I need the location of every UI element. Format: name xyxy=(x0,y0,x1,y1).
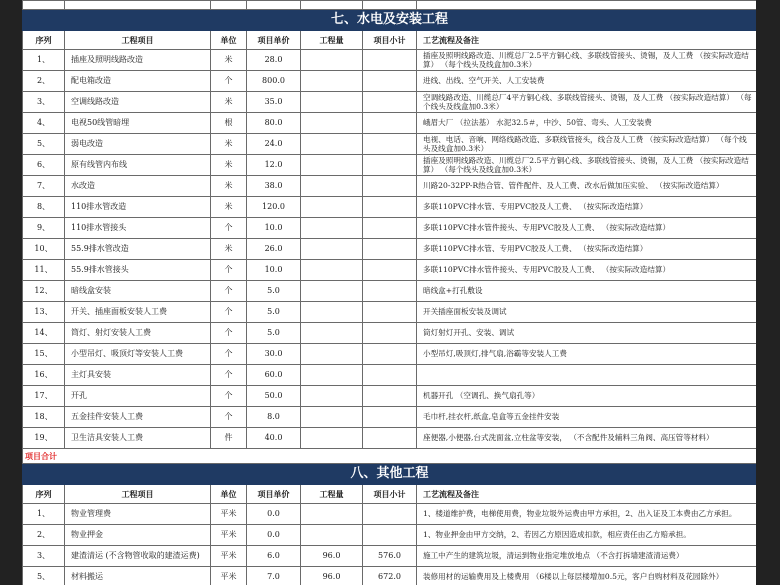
table-cell: 96.0 xyxy=(301,546,363,567)
left-border xyxy=(0,0,22,585)
table-cell: 50.0 xyxy=(247,386,301,407)
table-cell xyxy=(301,323,363,344)
table-cell xyxy=(301,504,363,525)
table-cell xyxy=(363,407,417,428)
table-cell xyxy=(363,525,417,546)
table-cell: 米 xyxy=(211,197,247,218)
table-cell xyxy=(363,50,417,71)
table-row xyxy=(23,428,757,449)
table-cell: 2、 xyxy=(23,525,65,546)
table-cell: 40.0 xyxy=(247,428,301,449)
table-cell: 插座及照明线路改造 xyxy=(65,50,211,71)
table-cell: 26.0 xyxy=(247,239,301,260)
table-row xyxy=(23,50,757,71)
table-cell: 576.0 xyxy=(363,546,417,567)
table-cell xyxy=(301,218,363,239)
table-cell: 19、 xyxy=(23,428,65,449)
table-cell: 6.0 xyxy=(247,546,301,567)
table-cell: 个 xyxy=(211,218,247,239)
table-cell: 建渣清运 (不含物管收取的建渣运费) xyxy=(65,546,211,567)
total-label: 项目合计 xyxy=(23,449,757,464)
table-cell xyxy=(363,197,417,218)
column-header: 序列 xyxy=(23,485,65,504)
table-cell: 60.0 xyxy=(247,365,301,386)
table-row xyxy=(23,407,757,428)
table-cell xyxy=(301,134,363,155)
table-cell: 80.0 xyxy=(247,113,301,134)
table-cell: 电视50线管暗埋 xyxy=(65,113,211,134)
table-cell xyxy=(363,92,417,113)
total-row xyxy=(23,449,757,464)
table-cell: 主灯具安装 xyxy=(65,365,211,386)
table-cell: 12.0 xyxy=(247,155,301,176)
table-cell xyxy=(301,155,363,176)
table-row xyxy=(23,546,757,567)
table-cell: 开关插座面板安装及调试 xyxy=(417,302,757,323)
table-cell: 卫生洁具安装人工费 xyxy=(65,428,211,449)
table-cell: 1、 xyxy=(23,504,65,525)
table-cell: 30.0 xyxy=(247,344,301,365)
table-cell xyxy=(301,50,363,71)
column-header: 单位 xyxy=(211,485,247,504)
table-cell: 4、 xyxy=(23,113,65,134)
table-row xyxy=(23,176,757,197)
table-cell: 多联110PVC排水管、专用PVC胶及人工费、 （按实际改造结算） xyxy=(417,239,757,260)
empty-cell xyxy=(417,1,757,10)
table-cell: 个 xyxy=(211,323,247,344)
table-row xyxy=(23,525,757,546)
section-title: 八、其他工程 xyxy=(23,464,757,485)
table-cell: 7.0 xyxy=(247,567,301,585)
table-cell: 平米 xyxy=(211,525,247,546)
table-cell xyxy=(363,323,417,344)
table-cell: 1、楼道维护费，电梯使用费，物业垃圾外运费由甲方承担，2、出入证及工本费由乙方承担。 xyxy=(417,504,757,525)
column-header: 单位 xyxy=(211,31,247,50)
table-row xyxy=(23,567,757,585)
table-cell: 进线、出线、空气开关、人工安装费 xyxy=(417,71,757,92)
table-row xyxy=(23,281,757,302)
table-cell: 个 xyxy=(211,407,247,428)
table-cell: 5、 xyxy=(23,567,65,585)
table-cell xyxy=(363,218,417,239)
table-cell: 平米 xyxy=(211,567,247,585)
table-cell: 个 xyxy=(211,386,247,407)
column-header: 项目小计 xyxy=(363,485,417,504)
empty-cell xyxy=(363,1,417,10)
table-cell: 开孔 xyxy=(65,386,211,407)
table-cell xyxy=(301,365,363,386)
table-cell: 插座及照明线路改造、川缆总厂2.5平方铜心线、多联线管接头、烫锡，及人工费 （按实际改造结算） （每个线头及线盒加0.3米） xyxy=(417,50,757,71)
table-cell: 个 xyxy=(211,260,247,281)
table-cell: 0.0 xyxy=(247,504,301,525)
table-cell: 开关、插座面板安装人工费 xyxy=(65,302,211,323)
table-cell: 10、 xyxy=(23,239,65,260)
right-border xyxy=(756,0,780,585)
table-cell: 筒灯射灯开孔、安装、调试 xyxy=(417,323,757,344)
table-cell xyxy=(301,176,363,197)
table-cell: 多联110PVC排水管件接头、专用PVC胶及人工费、 （按实际改造结算） xyxy=(417,218,757,239)
table-cell: 米 xyxy=(211,176,247,197)
table-cell: 8.0 xyxy=(247,407,301,428)
table-row xyxy=(23,218,757,239)
table-row xyxy=(23,365,757,386)
table-row xyxy=(23,239,757,260)
table-cell: 个 xyxy=(211,71,247,92)
table-cell: 物业押金 xyxy=(65,525,211,546)
table-cell: 16、 xyxy=(23,365,65,386)
table-cell: 筒灯、射灯安装人工费 xyxy=(65,323,211,344)
table-cell xyxy=(363,239,417,260)
table-cell: 96.0 xyxy=(301,567,363,585)
table-cell: 5.0 xyxy=(247,281,301,302)
table-cell xyxy=(301,239,363,260)
empty-cell xyxy=(23,1,65,10)
table-cell: 672.0 xyxy=(363,567,417,585)
table-cell: 装修用材的运输费用及上楼费用 （6楼以上每层楼增加0.5元，客户自购材料及花园除外） xyxy=(417,567,757,585)
table-cell: 平米 xyxy=(211,546,247,567)
table-cell: 9、 xyxy=(23,218,65,239)
table-cell xyxy=(363,344,417,365)
column-header: 工程量 xyxy=(301,485,363,504)
table-cell: 15、 xyxy=(23,344,65,365)
table-cell: 38.0 xyxy=(247,176,301,197)
table-cell xyxy=(417,365,757,386)
table-cell: 35.0 xyxy=(247,92,301,113)
table-cell xyxy=(301,302,363,323)
table-cell: 空调线路改造 xyxy=(65,92,211,113)
table-cell: 3、 xyxy=(23,92,65,113)
table-cell: 13、 xyxy=(23,302,65,323)
table-cell: 2、 xyxy=(23,71,65,92)
table-cell: 川路20-32PP-R热合管、管件配件、及人工费、改水后做加压实验、 （按实际改造结算） xyxy=(417,176,757,197)
empty-cell xyxy=(65,1,211,10)
table-cell: 10.0 xyxy=(247,218,301,239)
column-header: 工程量 xyxy=(301,31,363,50)
table-cell: 55.9排水管接头 xyxy=(65,260,211,281)
table-cell xyxy=(301,428,363,449)
column-header: 工艺流程及备注 xyxy=(417,485,757,504)
table-cell xyxy=(363,386,417,407)
table-cell: 个 xyxy=(211,365,247,386)
table-cell xyxy=(301,407,363,428)
table-cell: 材料搬运 xyxy=(65,567,211,585)
table-cell: 平米 xyxy=(211,504,247,525)
table-row xyxy=(23,260,757,281)
section-title: 七、水电及安装工程 xyxy=(23,10,757,31)
table-cell: 1、 xyxy=(23,50,65,71)
table-cell: 米 xyxy=(211,50,247,71)
table-cell: 28.0 xyxy=(247,50,301,71)
table-cell xyxy=(363,134,417,155)
table-cell xyxy=(363,302,417,323)
column-header: 项目单价 xyxy=(247,31,301,50)
table-cell xyxy=(301,92,363,113)
quote-table xyxy=(22,0,757,585)
table-cell: 24.0 xyxy=(247,134,301,155)
table-cell xyxy=(301,197,363,218)
table-cell: 米 xyxy=(211,92,247,113)
table-cell: 7、 xyxy=(23,176,65,197)
table-cell: 110排水管改造 xyxy=(65,197,211,218)
table-row xyxy=(23,113,757,134)
table-cell: 物业管理费 xyxy=(65,504,211,525)
table-cell: 8、 xyxy=(23,197,65,218)
table-cell: 5、 xyxy=(23,134,65,155)
table-cell: 多联110PVC排水管、专用PVC胶及人工费、 （按实际改造结算） xyxy=(417,197,757,218)
table-cell: 暗线盒安装 xyxy=(65,281,211,302)
table-cell: 个 xyxy=(211,302,247,323)
quote-sheet xyxy=(22,0,756,585)
table-row xyxy=(23,155,757,176)
table-cell xyxy=(301,386,363,407)
table-cell: 6、 xyxy=(23,155,65,176)
section-title-row xyxy=(23,10,757,31)
column-header: 工艺流程及备注 xyxy=(417,31,757,50)
table-cell xyxy=(363,281,417,302)
table-cell: 55.9排水管改造 xyxy=(65,239,211,260)
column-header: 项目单价 xyxy=(247,485,301,504)
table-cell: 12、 xyxy=(23,281,65,302)
table-row xyxy=(23,344,757,365)
table-cell: 小型吊灯,吸顶灯,排气扇,浴霸等安装人工费 xyxy=(417,344,757,365)
table-row xyxy=(23,92,757,113)
table-row xyxy=(23,302,757,323)
section-title-row xyxy=(23,464,757,485)
table-cell: 3、 xyxy=(23,546,65,567)
header-row xyxy=(23,31,757,50)
table-cell: 机器开孔 （空调孔、换气扇孔等） xyxy=(417,386,757,407)
table-cell: 米 xyxy=(211,134,247,155)
table-cell: 0.0 xyxy=(247,525,301,546)
table-cell: 1、物业押金由甲方交纳，2、若因乙方原因造成扣款，相应责任由乙方赔承担。 xyxy=(417,525,757,546)
table-row xyxy=(23,197,757,218)
table-cell: 水改造 xyxy=(65,176,211,197)
table-cell xyxy=(363,176,417,197)
table-cell: 五金挂件安装人工费 xyxy=(65,407,211,428)
table-cell: 小型吊灯、吸顶灯等安装人工费 xyxy=(65,344,211,365)
table-cell: 件 xyxy=(211,428,247,449)
table-cell: 多联110PVC排水管件接头、专用PVC胶及人工费、 （按实际改造结算） xyxy=(417,260,757,281)
table-cell: 座便器,小便器,台式洗面盆,立柱盆等安装， （不含配件及辅料三角阀、高压管等材料） xyxy=(417,428,757,449)
table-row xyxy=(23,134,757,155)
table-cell: 峨眉大厂 （拉法基） 水泥32.5＃，中沙、50管、弯头、人工安装费 xyxy=(417,113,757,134)
table-cell: 暗线盒+打孔敷设 xyxy=(417,281,757,302)
table-cell: 800.0 xyxy=(247,71,301,92)
table-cell: 电视、电话、音响、网络线路改造、多联线管接头，线合及人工费 （按实际改造结算） （每个线头及线盒加0.3米） xyxy=(417,134,757,155)
table-cell: 配电箱改造 xyxy=(65,71,211,92)
table-cell: 110排水管接头 xyxy=(65,218,211,239)
empty-cell xyxy=(211,1,247,10)
table-cell xyxy=(301,344,363,365)
table-cell: 米 xyxy=(211,155,247,176)
table-row xyxy=(23,386,757,407)
top-spacer-row xyxy=(23,1,757,10)
table-cell: 11、 xyxy=(23,260,65,281)
table-cell: 米 xyxy=(211,239,247,260)
empty-cell xyxy=(247,1,301,10)
table-cell: 5.0 xyxy=(247,302,301,323)
table-cell: 根 xyxy=(211,113,247,134)
column-header: 工程项目 xyxy=(65,485,211,504)
table-cell xyxy=(301,71,363,92)
table-cell: 弱电改造 xyxy=(65,134,211,155)
table-cell xyxy=(363,365,417,386)
table-cell xyxy=(363,113,417,134)
table-cell: 5.0 xyxy=(247,323,301,344)
table-cell xyxy=(301,260,363,281)
table-cell: 原有线管内布线 xyxy=(65,155,211,176)
column-header: 序列 xyxy=(23,31,65,50)
table-cell xyxy=(301,281,363,302)
table-cell: 插座及照明线路改造、川缆总厂2.5平方铜心线、多联线管接头、烫锡，及人工费 （按实际改造结算） （每个线头及线盒加0.3米） xyxy=(417,155,757,176)
table-row xyxy=(23,71,757,92)
table-cell: 个 xyxy=(211,344,247,365)
table-cell xyxy=(363,504,417,525)
column-header: 工程项目 xyxy=(65,31,211,50)
table-cell: 毛巾杆,挂衣杆,纸盒,皂盒等五金挂件安装 xyxy=(417,407,757,428)
table-row xyxy=(23,323,757,344)
table-cell: 施工中产生的建筑垃圾，清运到物业指定堆放地点 （不含打拆墙建渣清运费） xyxy=(417,546,757,567)
table-cell: 120.0 xyxy=(247,197,301,218)
table-cell xyxy=(363,428,417,449)
header-row xyxy=(23,485,757,504)
table-cell: 18、 xyxy=(23,407,65,428)
table-cell xyxy=(301,113,363,134)
table-cell xyxy=(301,525,363,546)
table-cell xyxy=(363,155,417,176)
empty-cell xyxy=(301,1,363,10)
table-row xyxy=(23,504,757,525)
table-cell: 10.0 xyxy=(247,260,301,281)
table-cell: 17、 xyxy=(23,386,65,407)
table-cell: 14、 xyxy=(23,323,65,344)
table-cell xyxy=(363,260,417,281)
table-cell: 个 xyxy=(211,281,247,302)
table-cell xyxy=(363,71,417,92)
table-cell: 空调线路改造、川缆总厂4平方铜心线、多联线管接头、烫锡，及人工费 （按实际改造结算） （每个线头及线盒加0.3米） xyxy=(417,92,757,113)
column-header: 项目小计 xyxy=(363,31,417,50)
